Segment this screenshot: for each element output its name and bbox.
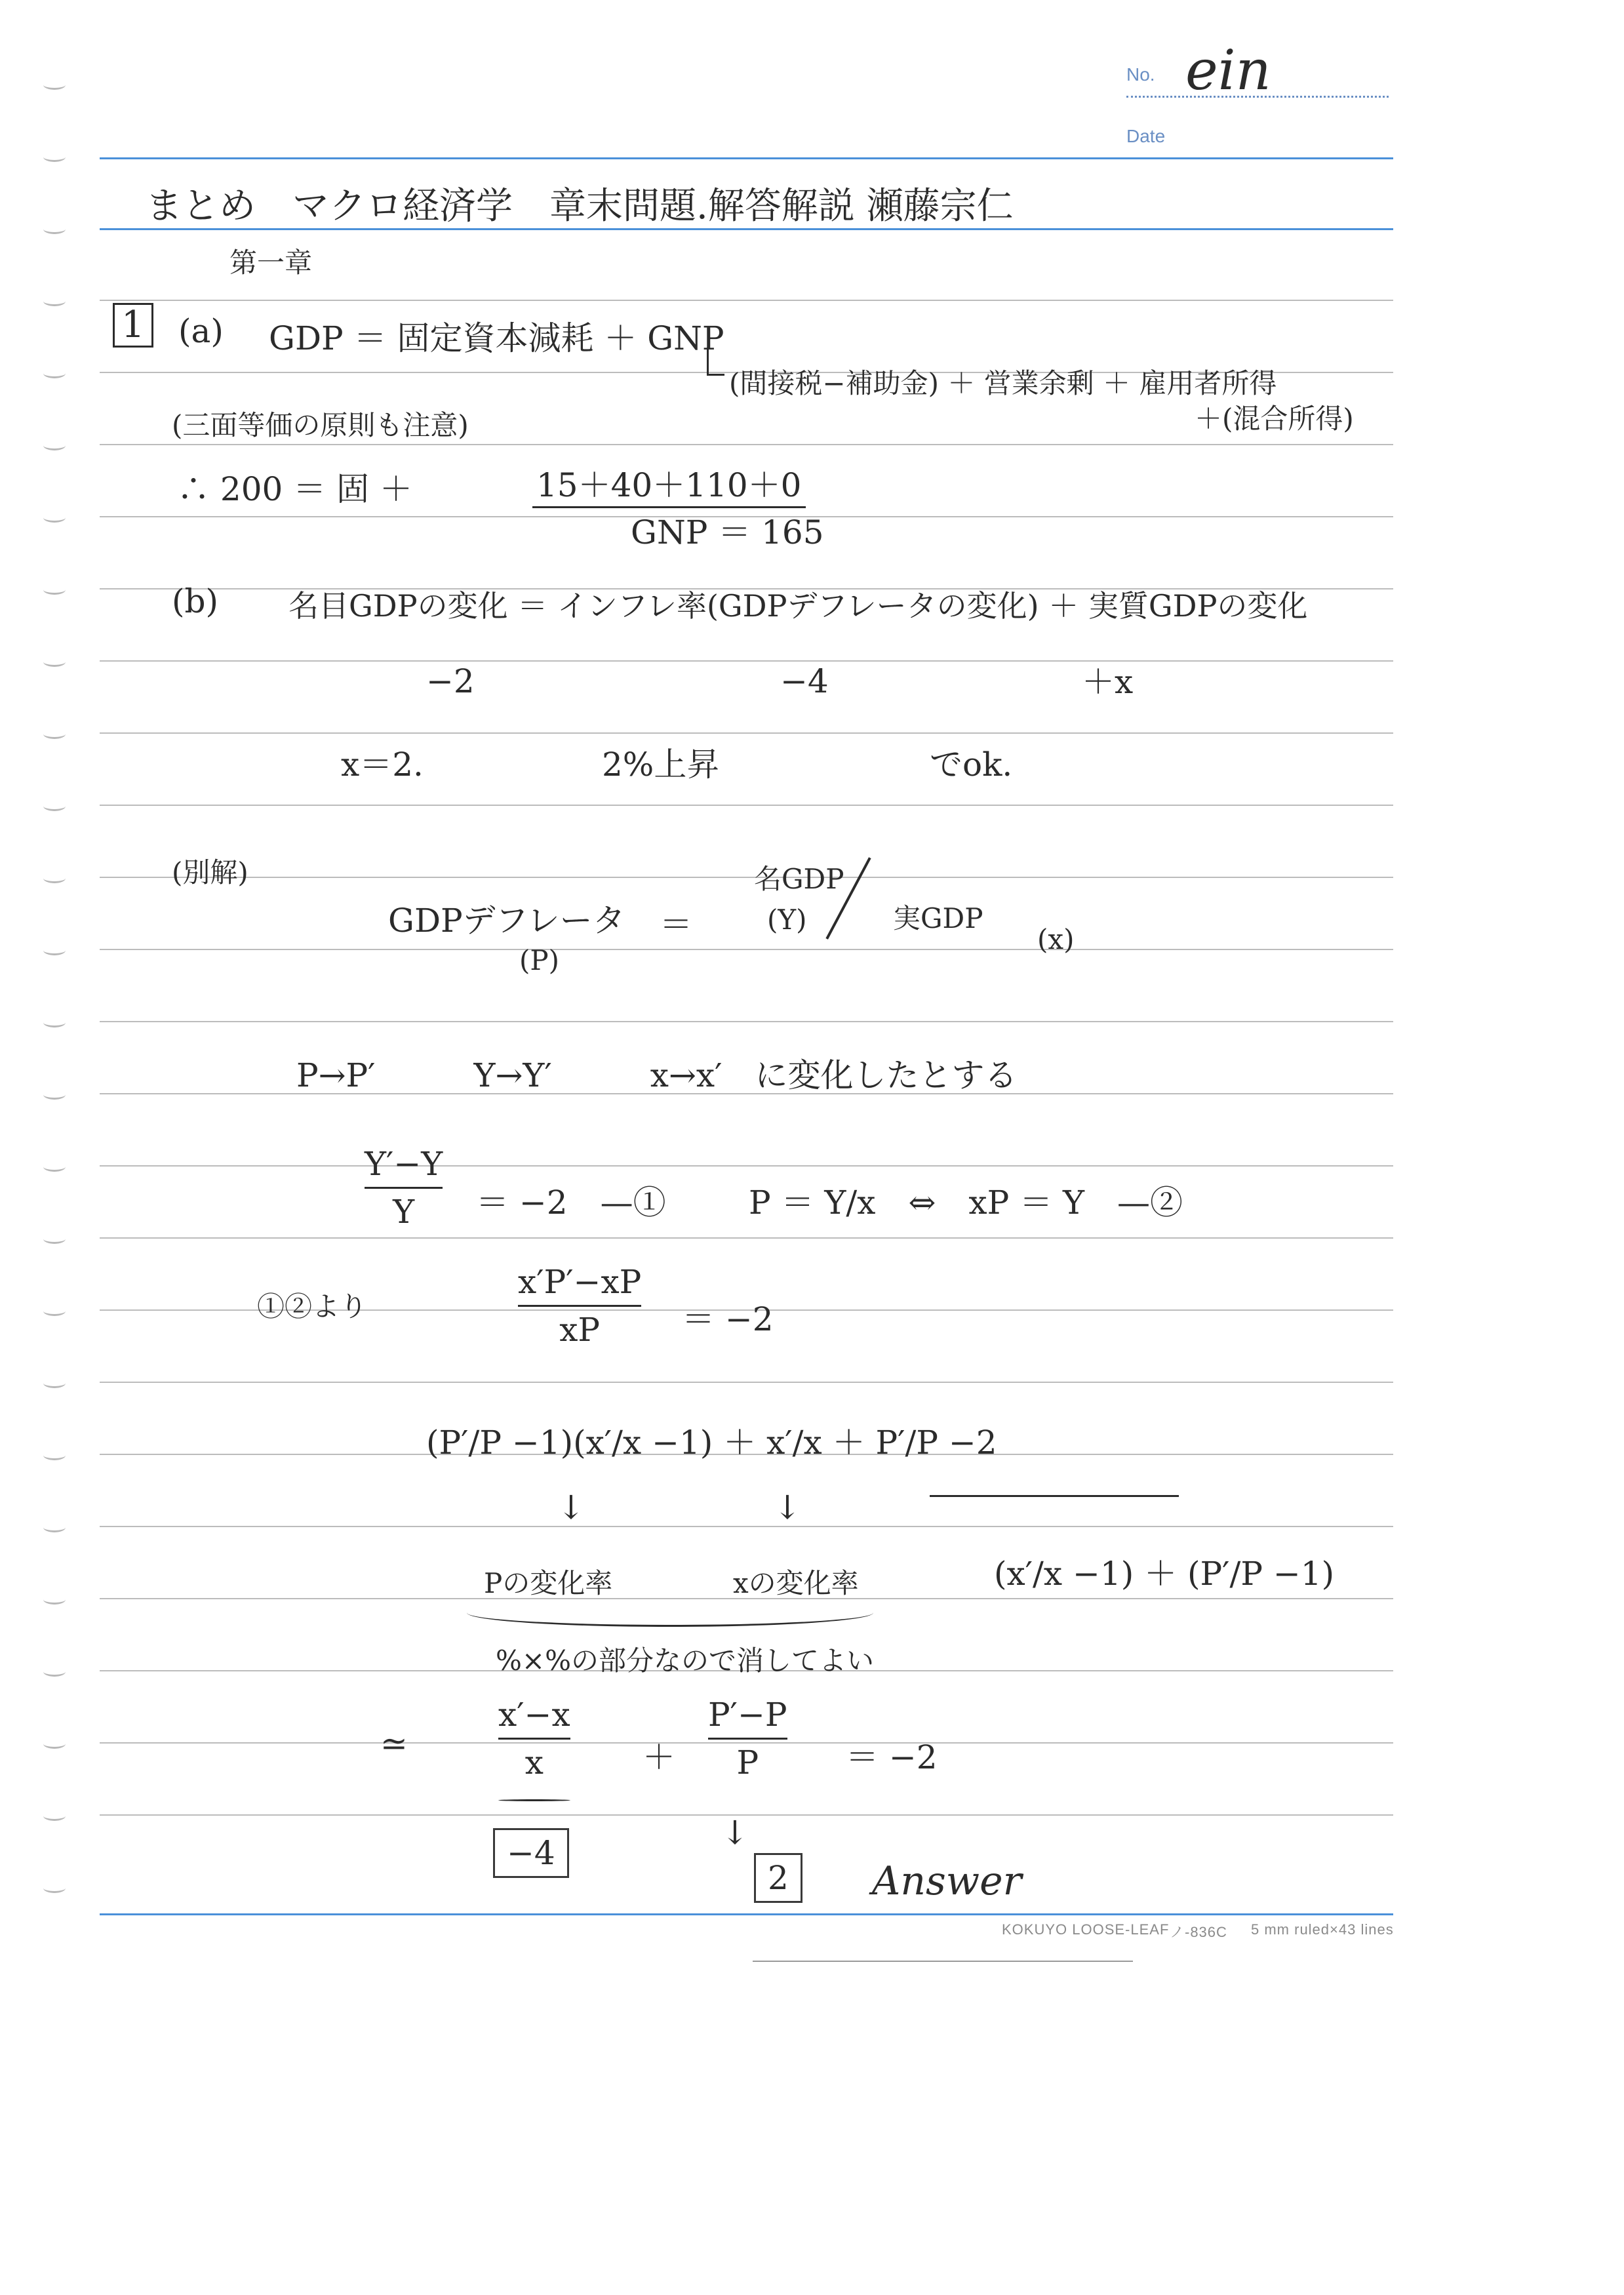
eq3-rhs: ＝ −2 (682, 1300, 774, 1338)
stray-mark (753, 1961, 1133, 1962)
gnp-expansion-1: (間接税−補助金) ＋ 営業余剰 ＋ 雇用者所得 (729, 367, 1277, 399)
value-real: ＋x (1082, 663, 1134, 701)
p-change-rate: Pの変化率 (484, 1567, 613, 1599)
eq3-numerator: x′P′−xP (518, 1263, 642, 1301)
eq1-fraction (365, 1145, 443, 1231)
nominal-symbol: (Y) (767, 904, 807, 936)
expanded-expression: (P′/P −1)(x′/x −1) ＋ x′/x ＋ P′/P −2 (426, 1424, 997, 1462)
footer-spec: 5 mm ruled×43 lines (1251, 1921, 1394, 1938)
eq1-bar (365, 1187, 443, 1189)
part-b-label: (b) (172, 582, 219, 620)
deflator-eq: ＝ (660, 906, 692, 944)
no-label: No. (1126, 64, 1155, 85)
date-label: Date (1126, 126, 1166, 146)
x-value: x＝2. (341, 746, 424, 784)
wave-1 (498, 1799, 570, 1801)
alt-label: (別解) (172, 856, 248, 888)
box-p-rate: 2 (754, 1853, 802, 1903)
expand-hook (707, 348, 724, 376)
growth-relation: 名目GDPの変化 ＝ インフレ率(GDPデフレータの変化) ＋ 実質GDPの変化 (288, 588, 1308, 624)
arrow-x: ↓ (774, 1488, 801, 1527)
no-underline (1126, 96, 1389, 98)
problem-number: 1 (113, 303, 153, 348)
nominal-gdp: 名GDP (754, 863, 844, 895)
expand-underline (930, 1495, 1179, 1497)
box-x-rate: −4 (493, 1828, 569, 1878)
eq3-denominator: xP (559, 1311, 601, 1349)
plus-sign: ＋ (643, 1738, 675, 1776)
rise-note: 2%上昇 (602, 746, 720, 784)
part-a-label: (a) (178, 312, 224, 350)
deflator-symbol: (P) (519, 944, 560, 976)
chapter-label: 第一章 (229, 247, 313, 279)
answer-label: Answer (872, 1858, 1022, 1904)
negligible-note: %×%の部分なので消してよい (496, 1645, 875, 1677)
footer-model: ノ-836C (1170, 1924, 1227, 1940)
p-rate-numerator: P′−P (708, 1696, 787, 1734)
gnp-expansion-2: ＋(混合所得) (1195, 403, 1354, 435)
page-title: まとめ マクロ経済学 章末問題.解答解説 瀬藤宗仁 (146, 185, 1014, 228)
combine-brace (467, 1599, 873, 1627)
value-inflation: −4 (780, 662, 829, 700)
approx-sign: ≃ (380, 1725, 408, 1763)
eq1-numerator: Y′−Y (365, 1145, 443, 1183)
footer-brand: KOKUYO LOOSE-LEAF (1002, 1921, 1170, 1938)
calc-sum: 15＋40＋110＋0 (532, 459, 806, 508)
x-rate-bar (498, 1738, 570, 1740)
x-rate-fraction (498, 1696, 570, 1782)
real-gdp: 実GDP (893, 902, 983, 934)
gnp-result: GNP ＝ 165 (631, 513, 824, 551)
real-symbol: (x) (1037, 923, 1075, 955)
from-eq12: ①②より (257, 1290, 368, 1323)
p-rate-bar (708, 1738, 787, 1740)
result-rhs: ＝ −2 (846, 1738, 938, 1776)
bracket-expression: (x′/x −1) ＋ (P′/P −1) (994, 1555, 1335, 1593)
eq2: P ＝ Y/x ⇔ xP ＝ Y —② (749, 1184, 1183, 1222)
no-value: ein (1185, 38, 1271, 102)
p-rate-denominator: P (736, 1744, 759, 1782)
deflator-label: GDPデフレータ (388, 902, 625, 940)
x-rate-denominator: x (525, 1744, 544, 1782)
calc-line: ∴ 200 ＝ 固 ＋ (177, 470, 413, 508)
p-rate-fraction (708, 1696, 787, 1782)
eq3-bar (518, 1305, 641, 1307)
gdp-formula: GDP ＝ 固定資本減耗 ＋ GNP (269, 319, 724, 357)
arrow-result: ↓ (721, 1814, 749, 1852)
arrow-p: ↓ (557, 1488, 585, 1527)
eq1-rhs: ＝ −2 —① (476, 1184, 666, 1222)
eq3-fraction (518, 1263, 641, 1349)
variable-changes: P→P′ Y→Y′ x→x′ に変化したとする (296, 1056, 1018, 1094)
three-equivalence-note: (三面等価の原則も注意) (172, 409, 469, 441)
x-rate-numerator: x′−x (498, 1696, 570, 1734)
value-nominal: −2 (426, 662, 475, 700)
eq1-denominator: Y (393, 1193, 415, 1231)
x-change-rate: xの変化率 (733, 1567, 859, 1599)
ok-note: でok. (930, 746, 1013, 784)
